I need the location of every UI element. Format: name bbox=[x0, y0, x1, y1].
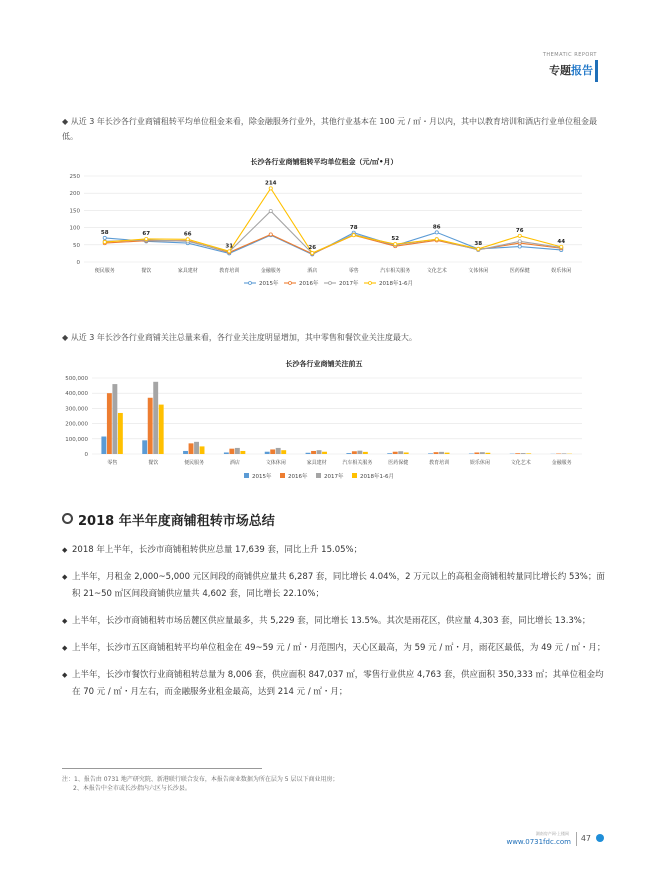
data-point bbox=[311, 251, 314, 254]
data-point bbox=[269, 233, 272, 236]
y-tick-label: 0 bbox=[76, 260, 80, 266]
header-english: THEMATIC REPORT bbox=[542, 52, 597, 58]
bar bbox=[148, 398, 153, 454]
line-chart bbox=[62, 154, 587, 294]
bar bbox=[474, 452, 479, 454]
data-point bbox=[103, 240, 106, 243]
x-tick-label: 家具建材 bbox=[177, 268, 198, 274]
x-tick-label: 金融服务 bbox=[551, 460, 572, 466]
data-label: 76 bbox=[515, 227, 524, 234]
data-label: 52 bbox=[391, 236, 400, 243]
bar bbox=[311, 451, 316, 454]
data-point bbox=[186, 238, 189, 241]
legend-swatch bbox=[280, 473, 285, 478]
footnote-divider bbox=[62, 768, 262, 769]
data-label: 66 bbox=[183, 231, 192, 238]
header-title-b: 报告 bbox=[571, 64, 593, 77]
x-tick-label: 医药保健 bbox=[388, 460, 409, 466]
data-point bbox=[269, 187, 272, 190]
data-point bbox=[518, 234, 521, 237]
bar bbox=[434, 452, 439, 454]
bar bbox=[112, 384, 117, 454]
data-label: 26 bbox=[308, 245, 317, 252]
bar bbox=[276, 448, 281, 454]
page-number: 47 bbox=[580, 834, 591, 843]
data-point bbox=[435, 238, 438, 241]
bar bbox=[398, 451, 403, 454]
x-tick-label: 文化艺术 bbox=[426, 268, 447, 274]
legend-marker bbox=[329, 282, 332, 285]
bar bbox=[515, 453, 520, 454]
y-tick-label: 150 bbox=[69, 208, 80, 215]
bar bbox=[200, 446, 205, 454]
y-tick-label: 200 bbox=[69, 191, 80, 198]
summary-list bbox=[62, 542, 607, 711]
bar bbox=[101, 437, 106, 454]
y-tick-label: 50 bbox=[73, 242, 80, 249]
footnote-line: 注：1、报告由 0731 地产研究院、新港联行联合发布，本报告商业数据为所在层为 5 层以下商业用房； bbox=[62, 776, 339, 783]
header-accent-bar bbox=[595, 60, 598, 82]
legend-swatch bbox=[244, 473, 249, 478]
circle-icon bbox=[62, 513, 73, 524]
page-dot-icon bbox=[596, 834, 604, 842]
bar bbox=[346, 453, 351, 454]
footer-brand: 湖南房产网·上楼网 bbox=[535, 831, 569, 836]
paragraph-attention: ◆ 从近 3 年长沙各行业商铺关注总量来看，各行业关注度明显增加，其中零售和餐饮业关注度最大。 bbox=[62, 333, 417, 342]
legend-label: 2016年 bbox=[299, 281, 319, 287]
footnote-line: 2、本报告中全市或长沙指内六区与长沙县。 bbox=[73, 785, 191, 792]
bar bbox=[142, 440, 147, 454]
bar bbox=[393, 452, 398, 454]
legend-label: 2015年 bbox=[259, 281, 279, 287]
bar bbox=[189, 443, 194, 454]
bar bbox=[352, 451, 357, 454]
legend-marker bbox=[249, 282, 252, 285]
y-tick-label: 400,000 bbox=[65, 391, 88, 398]
y-tick-label: 100,000 bbox=[65, 436, 88, 443]
data-point bbox=[560, 245, 563, 248]
x-tick-label: 餐饮 bbox=[141, 268, 152, 274]
x-tick-label: 娱乐休闲 bbox=[551, 268, 572, 274]
x-tick-label: 娱乐休闲 bbox=[469, 460, 490, 466]
data-point bbox=[518, 240, 521, 243]
section-title-text: 2018 年半年度商铺租转市场总结 bbox=[78, 514, 275, 529]
x-tick-label: 餐饮 bbox=[148, 460, 159, 466]
x-tick-label: 文体休闲 bbox=[468, 268, 489, 274]
bar-chart bbox=[62, 356, 587, 486]
bar bbox=[322, 452, 327, 454]
list-item: ◆ 上半年，月租金 2,000~5,000 元区间段的商铺供应量共 6,287 套，同比增长 4.04%，2 万元以上的高租金商铺租转量同比增长约 53%；面积 21~50 ㎡区间段商铺供应量共 4,602 套，同比增长 22.10%； bbox=[62, 569, 607, 603]
paragraph-rent: ◆ 从近 3 年长沙各行业商铺租转平均单位租金来看，除金融服务行业外，其他行业基本在 100 元 / ㎡・月以内，其中以教育培训和酒店行业单位租金最低。 bbox=[62, 117, 598, 141]
legend-marker bbox=[289, 282, 292, 285]
bar-chart-svg bbox=[62, 356, 587, 486]
legend-marker bbox=[369, 282, 372, 285]
chart-title: 长沙各行业商铺关注前五 bbox=[285, 360, 363, 368]
header-title-a: 专题 bbox=[549, 64, 571, 77]
data-label: 38 bbox=[474, 240, 483, 247]
data-label: 58 bbox=[100, 229, 109, 236]
bar bbox=[153, 382, 158, 454]
y-tick-label: 100 bbox=[69, 225, 80, 232]
bar bbox=[562, 453, 567, 454]
x-tick-label: 教育培训 bbox=[429, 460, 450, 466]
list-item: ◆ 上半年，长沙市商铺租转市场岳麓区供应量最多，共 5,229 套，同比增长 13.5%。其次是雨花区，供应量 4,303 套，同比增长 13.3%； bbox=[62, 613, 607, 630]
y-tick-label: 200,000 bbox=[65, 421, 88, 428]
x-tick-label: 医药保健 bbox=[509, 268, 530, 274]
data-label: 214 bbox=[265, 180, 277, 187]
x-tick-label: 零售 bbox=[348, 268, 359, 274]
list-item: ◆ 上半年，长沙市餐饮行业商铺租转总量为 8,006 套，供应面积 847,037 ㎡，零售行业供应 4,763 套，供应面积 350,333 ㎡；其单位租金均在 70 元 / ㎡・月左右，而金融服务业租金最高，达到 214 元 / ㎡・月； bbox=[62, 667, 607, 701]
x-tick-label: 汽车相关服务 bbox=[342, 460, 373, 466]
data-point bbox=[435, 231, 438, 234]
data-label: 44 bbox=[557, 238, 566, 245]
x-tick-label: 汽车相关服务 bbox=[380, 268, 411, 274]
x-tick-label: 家具建材 bbox=[306, 460, 327, 466]
header-title bbox=[549, 62, 593, 78]
chart-title: 长沙各行业商铺租转平均单位租金（元/㎡•月） bbox=[250, 158, 398, 166]
bar bbox=[526, 453, 531, 454]
bar bbox=[281, 450, 286, 454]
bar bbox=[183, 451, 188, 454]
footer-divider bbox=[576, 832, 577, 846]
data-label: 86 bbox=[432, 224, 441, 231]
x-tick-label: 便民服务 bbox=[184, 460, 205, 466]
data-point bbox=[103, 236, 106, 239]
data-point bbox=[477, 247, 480, 250]
x-tick-label: 金融服务 bbox=[260, 268, 281, 274]
bar bbox=[387, 453, 392, 454]
bar bbox=[194, 442, 199, 454]
legend-label: 2017年 bbox=[324, 474, 344, 480]
legend-label: 2015年 bbox=[252, 474, 272, 480]
bar bbox=[428, 453, 433, 454]
legend-label: 2016年 bbox=[288, 474, 308, 480]
bar bbox=[445, 453, 450, 454]
data-label: 78 bbox=[349, 224, 358, 231]
legend-label: 2018年1-6月 bbox=[379, 281, 413, 287]
bar bbox=[439, 452, 444, 454]
footer-website[interactable]: www.0731fdc.com bbox=[506, 838, 571, 846]
x-tick-label: 酒店 bbox=[307, 268, 318, 274]
bar bbox=[317, 450, 322, 454]
section-title bbox=[62, 510, 275, 529]
legend-swatch bbox=[316, 473, 321, 478]
data-label: 67 bbox=[142, 230, 151, 237]
line-chart-svg bbox=[62, 154, 587, 294]
bar bbox=[357, 451, 362, 454]
footnote bbox=[62, 775, 602, 793]
bar bbox=[363, 452, 368, 454]
bar bbox=[118, 413, 123, 454]
data-point bbox=[228, 250, 231, 253]
list-item: ◆ 2018 年上半年，长沙市商铺租转供应总量 17,639 套，同比上升 15.05%； bbox=[62, 542, 607, 559]
bar bbox=[235, 448, 240, 454]
bar bbox=[107, 393, 112, 454]
x-tick-label: 便民服务 bbox=[94, 268, 115, 274]
x-tick-label: 零售 bbox=[107, 460, 118, 466]
bar bbox=[404, 452, 409, 454]
bar bbox=[306, 453, 311, 454]
x-tick-label: 文体休闲 bbox=[265, 460, 286, 466]
data-point bbox=[145, 237, 148, 240]
bar bbox=[521, 453, 526, 454]
list-item: ◆ 上半年，长沙市五区商铺租转平均单位租金在 49~59 元 / ㎡・月范围内，天心区最高，为 59 元 / ㎡・月，雨花区最低，为 49 元 / ㎡・月； bbox=[62, 640, 607, 657]
y-tick-label: 0 bbox=[84, 452, 88, 458]
bar bbox=[240, 451, 245, 454]
bar bbox=[265, 452, 270, 454]
bar bbox=[224, 452, 229, 454]
x-tick-label: 文化艺术 bbox=[510, 460, 531, 466]
y-tick-label: 500,000 bbox=[65, 376, 88, 382]
legend-label: 2018年1-6月 bbox=[360, 474, 394, 480]
legend-swatch bbox=[352, 473, 357, 478]
data-point bbox=[352, 234, 355, 237]
bar bbox=[480, 452, 485, 454]
data-label: 31 bbox=[225, 243, 234, 250]
y-tick-label: 300,000 bbox=[65, 406, 88, 413]
bar bbox=[159, 405, 164, 454]
x-tick-label: 酒店 bbox=[229, 460, 240, 466]
bar bbox=[229, 449, 234, 454]
legend-label: 2017年 bbox=[339, 281, 359, 287]
y-tick-label: 250 bbox=[69, 174, 80, 180]
bar bbox=[485, 453, 490, 454]
data-point bbox=[518, 245, 521, 248]
data-point bbox=[394, 243, 397, 246]
data-point bbox=[269, 209, 272, 212]
x-tick-label: 教育培训 bbox=[219, 268, 240, 274]
bar bbox=[270, 449, 275, 454]
series-line bbox=[105, 211, 562, 253]
